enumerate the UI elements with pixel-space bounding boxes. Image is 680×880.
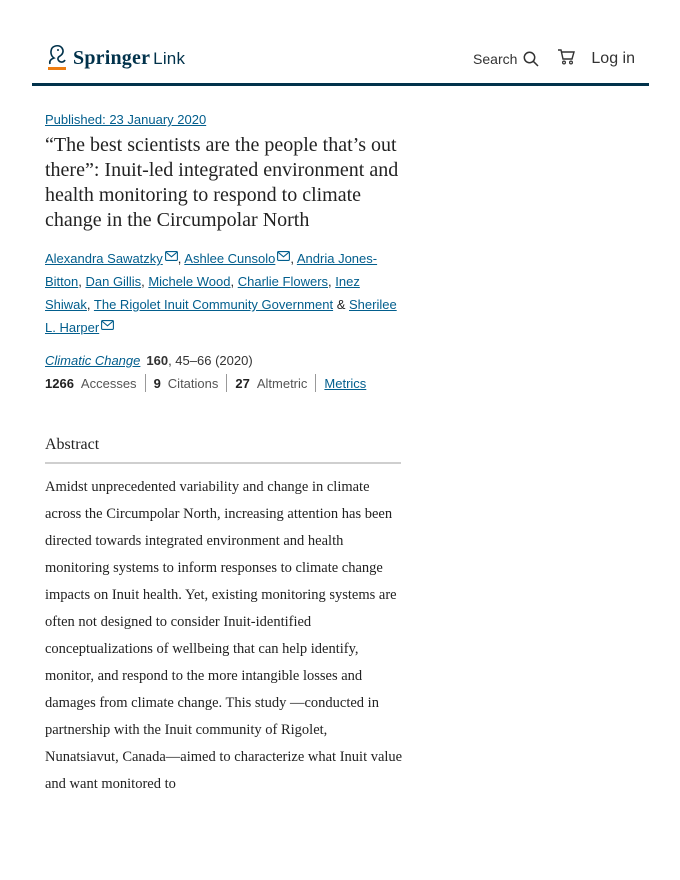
journal-pages-year: , 45–66 (2020): [168, 353, 253, 368]
published-date[interactable]: Published: 23 January 2020: [45, 112, 207, 127]
author-link[interactable]: Sherilee L. Harper: [45, 297, 397, 335]
login-link[interactable]: Log in: [591, 50, 635, 67]
metrics-divider: [315, 374, 316, 392]
author-link[interactable]: Michele Wood: [148, 274, 231, 289]
springer-link-logo[interactable]: [45, 44, 185, 72]
author-link[interactable]: Alexandra Sawatzky: [45, 251, 163, 266]
accesses-count: 1266: [45, 375, 74, 391]
header-nav: [473, 48, 635, 70]
article-metrics: [45, 374, 403, 392]
author-link[interactable]: Dan Gillis: [85, 274, 142, 289]
search-label: Search: [473, 51, 518, 67]
email-icon[interactable]: [277, 251, 290, 261]
author-link[interactable]: Charlie Flowers: [237, 274, 329, 289]
article-title: “The best scientists are the people that’s out there”: Inuit-led integrated environment and health monitoring to respond to climate change in the Circumpolar North: [45, 134, 399, 231]
accesses-label: Accesses: [80, 375, 137, 391]
email-icon[interactable]: [165, 251, 178, 261]
journal-citation: [45, 353, 403, 368]
cart-button[interactable]: [557, 48, 575, 70]
site-header: [32, 30, 649, 86]
logo-text: [73, 47, 185, 70]
search-button[interactable]: [473, 51, 539, 67]
altmetric-count: 27: [235, 375, 250, 391]
author-link[interactable]: The Rigolet Inuit Community Government: [93, 297, 334, 312]
altmetric-label: Altmetric: [256, 375, 308, 391]
email-icon[interactable]: [101, 320, 114, 330]
author-list: Alexandra Sawatzky , Ashlee Cunsolo , Andria Jones-Bitton, Dan Gillis, Michele Wood, Charlie Flowers, Inez Shiwak, The Rigolet Inuit Community Government & Sherilee L. Harper: [45, 251, 397, 335]
author-ampersand: &: [336, 297, 346, 312]
brand-name: Springer: [73, 46, 151, 69]
citations-label: Citations: [167, 375, 219, 391]
metrics-link[interactable]: Metrics: [324, 375, 367, 391]
abstract-text: Amidst unprecedented variability and change in climate across the Circumpolar North, increasing attention has been directed towards integrated environment and health monitoring systems to inform responses to climate change impacts on Inuit health. Yet, existing monitoring systems are often not designed to consider Inuit-identified conceptualizations of wellbeing that can help identify, monitor, and respond to the more intangible losses and damages from climate change. This study —conducted in partnership with the Inuit community of Rigolet, Nunatsiavut, Canada—aimed to characterize what Inuit value and want monitored to: [45, 479, 403, 792]
author-link[interactable]: Inez Shiwak: [45, 274, 360, 312]
citations-count: 9: [153, 375, 161, 391]
author-link[interactable]: Andria Jones-Bitton: [45, 251, 378, 289]
metrics-divider: [226, 374, 227, 392]
abstract-heading: Abstract: [45, 436, 401, 464]
cart-icon: [557, 48, 575, 65]
brand-sub: Link: [153, 48, 186, 68]
article-main: [45, 112, 403, 798]
metrics-divider: [145, 374, 146, 392]
search-icon: [523, 51, 539, 67]
author-link[interactable]: Ashlee Cunsolo: [184, 251, 276, 266]
springer-horse-logo-icon: [45, 44, 69, 72]
journal-link[interactable]: Climatic Change: [45, 353, 141, 368]
journal-volume: 160: [146, 353, 169, 368]
